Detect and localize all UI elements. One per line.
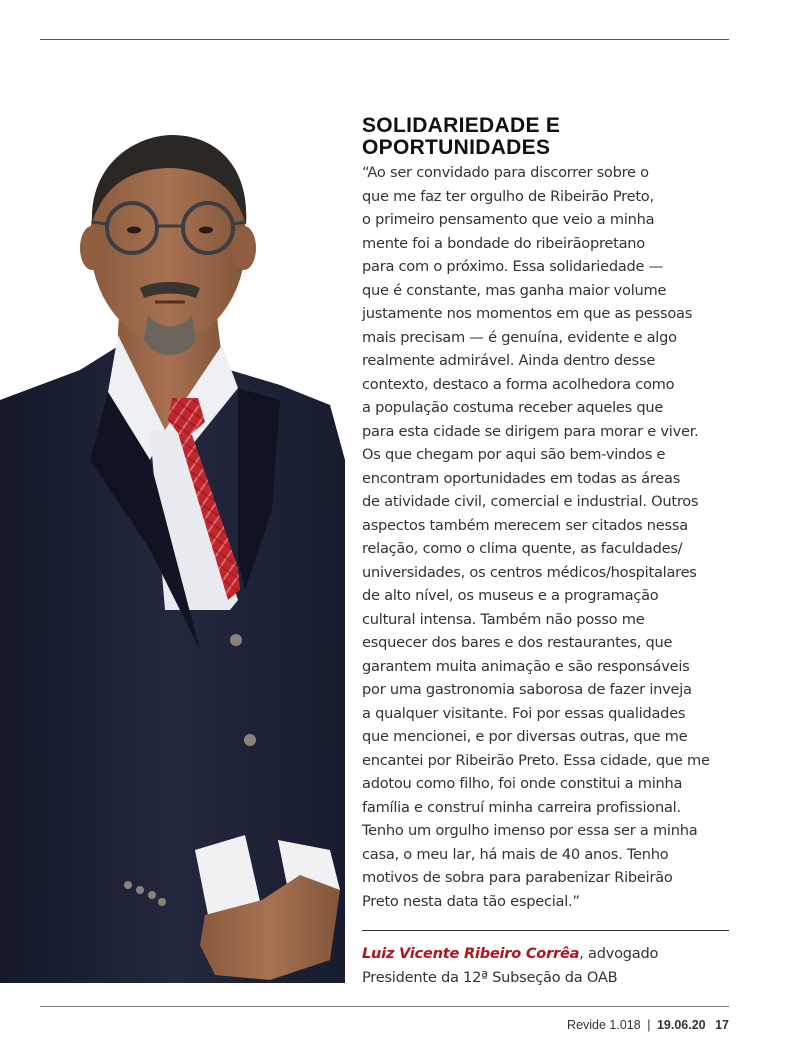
quote-line: relação, como o clima quente, as faculdades/ — [362, 540, 683, 557]
quote-line: cultural intensa. Também não posso me — [362, 610, 645, 628]
quote-line: adotou como filho, foi onde constitui a minha — [362, 775, 683, 792]
quote-line: de alto nível, os museus e a programação — [362, 587, 659, 604]
quote-line: a qualquer visitante. Foi por essas qualidades — [362, 704, 686, 722]
quote-line: Preto nesta data tão especial.” — [362, 892, 580, 910]
quote-line: para com o próximo. Essa solidariedade — — [362, 258, 664, 275]
quote-line: universidades, os centros médicos/hospitalares — [362, 563, 697, 581]
bottom-rule — [40, 1006, 729, 1007]
signature-name: Luiz Vicente Ribeiro Corrêa — [362, 945, 580, 962]
quote-line: por uma gastronomia saborosa de fazer inveja — [362, 681, 692, 698]
quote-line: encantei por Ribeirão Preto. Essa cidade, que me — [362, 751, 710, 769]
quote-body — [362, 161, 734, 913]
quote-line: mente foi a bondade do ribeirãopretano — [362, 234, 645, 252]
quote-line: família e construí minha carreira profissional. — [362, 798, 681, 816]
signature-title: Presidente da 12ª Subseção da OAB — [362, 968, 618, 986]
headline-line-1: SOLIDARIEDADE E — [362, 114, 561, 137]
quote-line: garantem muita animação e são responsáveis — [362, 657, 690, 675]
headline — [362, 115, 612, 159]
top-rule — [40, 39, 729, 40]
publication-issue: Revide 1.018 — [567, 1018, 641, 1032]
quote-line: de atividade civil, comercial e industrial. Outros — [362, 493, 699, 510]
quote-line: esquecer dos bares e dos restaurantes, que — [362, 634, 673, 651]
signature-line-1 — [362, 942, 742, 966]
signature-role: , advogado — [579, 945, 659, 962]
quote-line: Os que chegam por aqui são bem-vindos e — [362, 446, 666, 463]
quote-line: contexto, destaco a forma acolhedora como — [362, 375, 675, 393]
quote-line: a população costuma receber aqueles que — [362, 399, 664, 416]
portrait-photo — [0, 130, 345, 983]
quote-line: motivos de sobra para parabenizar Ribeirão — [362, 869, 673, 886]
quote-line: o primeiro pensamento que veio a minha — [362, 211, 655, 228]
signature — [362, 942, 742, 989]
headline-line-2: OPORTUNIDADES — [362, 136, 551, 159]
quote-line: casa, o meu lar, há mais de 40 anos. Tenho — [362, 845, 669, 863]
page-number: 17 — [715, 1018, 729, 1032]
page-folio — [567, 1018, 729, 1032]
quote-line: encontram oportunidades em todas as áreas — [362, 469, 681, 487]
quote-line: mais precisam — é genuína, evidente e algo — [362, 328, 677, 346]
quote-line: Tenho um orgulho imenso por essa ser a minha — [362, 822, 698, 839]
quote-line: justamente nos momentos em que as pessoas — [362, 305, 693, 322]
quote-line: aspectos também merecem ser citados nessa — [362, 516, 688, 534]
quote-line: que me faz ter orgulho de Ribeirão Preto, — [362, 187, 654, 205]
quote-line: que mencionei, e por diversas outras, que me — [362, 728, 688, 745]
signature-rule — [362, 930, 729, 931]
issue-date: 19.06.20 — [656, 1018, 706, 1032]
quote-line: realmente admirável. Ainda dentro desse — [362, 352, 656, 369]
quote-line: para esta cidade se dirigem para morar e viver. — [362, 422, 699, 440]
article — [362, 115, 734, 913]
folio-separator: | — [647, 1018, 651, 1032]
quote-line: “Ao ser convidado para discorrer sobre o — [362, 164, 649, 181]
quote-line: que é constante, mas ganha maior volume — [362, 281, 667, 299]
